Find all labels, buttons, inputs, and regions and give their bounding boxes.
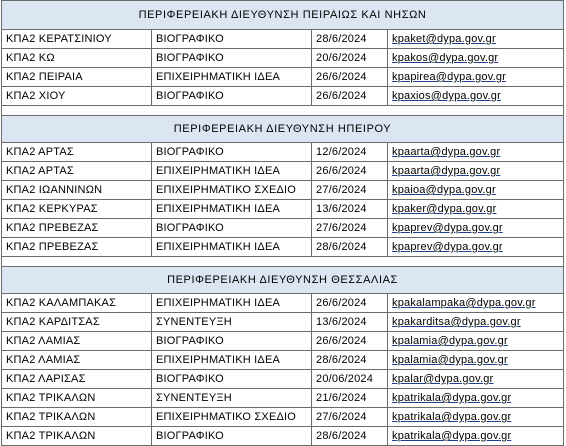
email-cell — [388, 332, 564, 351]
type-cell: ΕΠΙΧΕΙΡΗΜΑΤΙΚΗ ΙΔΕΑ — [152, 351, 312, 370]
section-spacer-cell — [2, 106, 564, 116]
type-cell: ΒΙΟΓΡΑΦΙΚΟ — [152, 87, 312, 106]
table-row — [2, 313, 564, 332]
office-cell: ΚΠΑ2 ΤΡΙΚΑΛΩΝ — [2, 427, 152, 446]
email-cell — [388, 219, 564, 238]
type-cell: ΣΥΝΕΝΤΕΥΞΗ — [152, 313, 312, 332]
email-cell — [388, 87, 564, 106]
type-cell: ΒΙΟΓΡΑΦΙΚΟ — [152, 370, 312, 389]
email-link[interactable]: kpaarta@dypa.gov.gr — [392, 165, 501, 177]
email-link[interactable]: kpalar@dypa.gov.gr — [392, 373, 494, 385]
office-cell: ΚΠΑ2 ΛΑΡΙΣΑΣ — [2, 370, 152, 389]
email-cell — [388, 143, 564, 162]
type-cell: ΣΥΝΕΝΤΕΥΞΗ — [152, 389, 312, 408]
email-cell — [388, 370, 564, 389]
email-link[interactable]: kpaprev@dypa.gov.gr — [392, 241, 503, 253]
date-cell: 13/6/2024 — [312, 313, 388, 332]
email-link[interactable]: kpalamia@dypa.gov.gr — [392, 354, 508, 366]
type-cell: ΕΠΙΧΕΙΡΗΜΑΤΙΚΗ ΙΔΕΑ — [152, 294, 312, 313]
section-header — [2, 116, 564, 143]
table-row — [2, 68, 564, 87]
date-cell: 28/6/2024 — [312, 30, 388, 49]
email-link[interactable]: kpakalampaka@dypa.gov.gr — [392, 297, 536, 309]
section-spacer-cell — [2, 257, 564, 267]
table-row — [2, 200, 564, 219]
table-row — [2, 181, 564, 200]
email-cell — [388, 30, 564, 49]
schedule-table-body — [2, 1, 564, 446]
email-cell — [388, 162, 564, 181]
email-link[interactable]: kpaprev@dypa.gov.gr — [392, 222, 503, 234]
type-cell: ΒΙΟΓΡΑΦΙΚΟ — [152, 219, 312, 238]
date-cell: 26/6/2024 — [312, 162, 388, 181]
office-cell: ΚΠΑ2 ΧΙΟΥ — [2, 87, 152, 106]
office-cell: ΚΠΑ2 ΚΕΡΚΥΡΑΣ — [2, 200, 152, 219]
email-link[interactable]: kpatrikala@dypa.gov.gr — [392, 430, 512, 442]
office-cell: ΚΠΑ2 ΠΕΙΡΑΙΑ — [2, 68, 152, 87]
table-row — [2, 87, 564, 106]
email-link[interactable]: kpaarta@dypa.gov.gr — [392, 146, 501, 158]
type-cell: ΕΠΙΧΕΙΡΗΜΑΤΙΚΟ ΣΧΕΔΙΟ — [152, 408, 312, 427]
email-link[interactable]: kpaioa@dypa.gov.gr — [392, 184, 496, 196]
date-cell: 20/06/2024 — [312, 370, 388, 389]
date-cell: 21/6/2024 — [312, 389, 388, 408]
table-row — [2, 30, 564, 49]
type-cell: ΕΠΙΧΕΙΡΗΜΑΤΙΚΗ ΙΔΕΑ — [152, 68, 312, 87]
date-cell: 28/6/2024 — [312, 427, 388, 446]
office-cell: ΚΠΑ2 ΚΑΛΑΜΠΑΚΑΣ — [2, 294, 152, 313]
office-cell: ΚΠΑ2 ΠΡΕΒΕΖΑΣ — [2, 238, 152, 257]
date-cell: 20/6/2024 — [312, 49, 388, 68]
section-header — [2, 1, 564, 30]
office-cell: ΚΠΑ2 ΤΡΙΚΑΛΩΝ — [2, 389, 152, 408]
section-spacer — [2, 257, 564, 267]
type-cell: ΒΙΟΓΡΑΦΙΚΟ — [152, 332, 312, 351]
office-cell: ΚΠΑ2 ΑΡΤΑΣ — [2, 143, 152, 162]
email-cell — [388, 238, 564, 257]
email-link[interactable]: kpakarditsa@dypa.gov.gr — [392, 316, 521, 328]
date-cell: 27/6/2024 — [312, 219, 388, 238]
table-row — [2, 143, 564, 162]
date-cell: 27/6/2024 — [312, 181, 388, 200]
email-cell — [388, 294, 564, 313]
table-row — [2, 332, 564, 351]
email-link[interactable]: kpatrikala@dypa.gov.gr — [392, 411, 512, 423]
section-title: ΠΕΡΙΦΕΡΕΙΑΚΗ ΔΙΕΥΘΥΝΣΗ ΗΠΕΙΡΟΥ — [2, 116, 564, 143]
date-cell: 12/6/2024 — [312, 143, 388, 162]
date-cell: 26/6/2024 — [312, 87, 388, 106]
office-cell: ΚΠΑ2 ΠΡΕΒΕΖΑΣ — [2, 219, 152, 238]
table-row — [2, 408, 564, 427]
date-cell: 26/6/2024 — [312, 68, 388, 87]
email-cell — [388, 408, 564, 427]
table-row — [2, 370, 564, 389]
table-row — [2, 427, 564, 446]
office-cell: ΚΠΑ2 ΛΑΜΙΑΣ — [2, 332, 152, 351]
office-cell: ΚΠΑ2 ΚΑΡΔΙΤΣΑΣ — [2, 313, 152, 332]
date-cell: 26/6/2024 — [312, 332, 388, 351]
office-cell: ΚΠΑ2 ΚΕΡΑΤΣΙΝΙΟΥ — [2, 30, 152, 49]
table-row — [2, 389, 564, 408]
email-link[interactable]: kpatrikala@dypa.gov.gr — [392, 392, 512, 404]
date-cell: 28/6/2024 — [312, 351, 388, 370]
office-cell: ΚΠΑ2 ΑΡΤΑΣ — [2, 162, 152, 181]
section-title: ΠΕΡΙΦΕΡΕΙΑΚΗ ΔΙΕΥΘΥΝΣΗ ΘΕΣΣΑΛΙΑΣ — [2, 267, 564, 294]
email-link[interactable]: kpaxios@dypa.gov.gr — [392, 90, 501, 102]
date-cell: 26/6/2024 — [312, 294, 388, 313]
date-cell: 28/6/2024 — [312, 238, 388, 257]
schedule-table — [1, 0, 564, 446]
email-link[interactable]: kpaket@dypa.gov.gr — [392, 33, 496, 45]
type-cell: ΕΠΙΧΕΙΡΗΜΑΤΙΚΗ ΙΔΕΑ — [152, 162, 312, 181]
email-cell — [388, 49, 564, 68]
email-cell — [388, 351, 564, 370]
table-row — [2, 162, 564, 181]
email-link[interactable]: kpapirea@dypa.gov.gr — [392, 71, 507, 83]
email-link[interactable]: kpaker@dypa.gov.gr — [392, 203, 497, 215]
date-cell: 13/6/2024 — [312, 200, 388, 219]
email-cell — [388, 68, 564, 87]
table-row — [2, 49, 564, 68]
type-cell: ΒΙΟΓΡΑΦΙΚΟ — [152, 30, 312, 49]
email-cell — [388, 427, 564, 446]
table-row — [2, 219, 564, 238]
email-cell — [388, 181, 564, 200]
office-cell: ΚΠΑ2 ΙΩΑΝΝΙΝΩΝ — [2, 181, 152, 200]
type-cell: ΒΙΟΓΡΑΦΙΚΟ — [152, 49, 312, 68]
office-cell: ΚΠΑ2 ΚΩ — [2, 49, 152, 68]
email-cell — [388, 200, 564, 219]
email-cell — [388, 389, 564, 408]
table-row — [2, 238, 564, 257]
type-cell: ΒΙΟΓΡΑΦΙΚΟ — [152, 427, 312, 446]
section-header — [2, 267, 564, 294]
table-row — [2, 294, 564, 313]
section-spacer — [2, 106, 564, 116]
email-cell — [388, 313, 564, 332]
email-link[interactable]: kpakos@dypa.gov.gr — [392, 52, 499, 64]
table-row — [2, 351, 564, 370]
type-cell: ΒΙΟΓΡΑΦΙΚΟ — [152, 143, 312, 162]
section-title: ΠΕΡΙΦΕΡΕΙΑΚΗ ΔΙΕΥΘΥΝΣΗ ΠΕΙΡΑΙΩΣ ΚΑΙ ΝΗΣΩΝ — [2, 1, 564, 30]
type-cell: ΕΠΙΧΕΙΡΗΜΑΤΙΚΗ ΙΔΕΑ — [152, 238, 312, 257]
office-cell: ΚΠΑ2 ΛΑΜΙΑΣ — [2, 351, 152, 370]
type-cell: ΕΠΙΧΕΙΡΗΜΑΤΙΚΗ ΙΔΕΑ — [152, 200, 312, 219]
date-cell: 27/6/2024 — [312, 408, 388, 427]
email-link[interactable]: kpalamia@dypa.gov.gr — [392, 335, 508, 347]
type-cell: ΕΠΙΧΕΙΡΗΜΑΤΙΚΟ ΣΧΕΔΙΟ — [152, 181, 312, 200]
office-cell: ΚΠΑ2 ΤΡΙΚΑΛΩΝ — [2, 408, 152, 427]
